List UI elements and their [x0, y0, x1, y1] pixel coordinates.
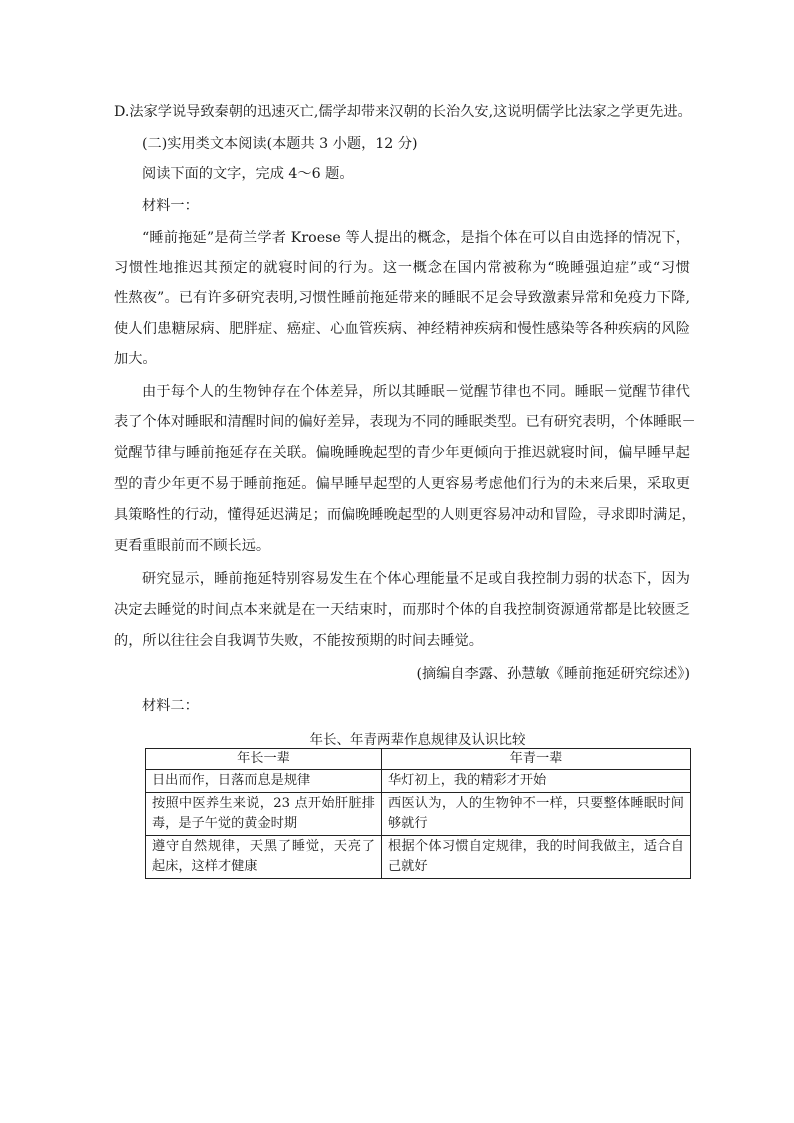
table-cell-young: 西医认为，人的生物钟不一样，只要整体睡眠时间够就行 — [382, 793, 691, 836]
table-cell-elder: 遵守自然规律，天黑了睡觉，天亮了起床，这样才健康 — [146, 836, 382, 879]
table-header-row — [146, 749, 691, 770]
p1-line-4: 使人们患糖尿病、肥胖症、癌症、心血管疾病、神经精神疾病和慢性感染等各种疾病的风险 — [114, 321, 690, 337]
p1-line-3: 性熬夜”。已有许多研究表明,习惯性睡前拖延带来的睡眠不足会导致激素异常和免疫力下降, — [114, 290, 690, 306]
p1-line-2: 习惯性地推迟其预定的就寝时间的行为。这一概念在国内常被称为“晚睡强迫症”或“习惯 — [114, 260, 690, 276]
p1-line-5: 加大。 — [114, 351, 157, 367]
material-2-label: 材料二： — [142, 698, 199, 714]
p3-line-1: 研究显示，睡前拖延特别容易发生在个体心理能量不足或自我控制力弱的状态下，因为 — [142, 571, 690, 587]
p2-line-1: 由于每个人的生物钟存在个体差异，所以其睡眠－觉醒节律也不同。睡眠－觉醒节律代 — [142, 384, 690, 400]
option-d-text: D.法家学说导致秦朝的迅速灭亡,儒学却带来汉朝的长治久安,这说明儒学比法家之学更先进。 — [114, 104, 692, 120]
p3-line-3: 的，所以往往会自我调节失败，不能按预期的时间去睡觉。 — [114, 633, 483, 649]
header-young: 年青一辈 — [382, 749, 691, 770]
p2-line-3: 觉醒节律与睡前拖延存在关联。偏晚睡晚起型的青少年更倾向于推迟就寝时间，偏早睡早起 — [114, 445, 690, 461]
table-cell-young: 华灯初上，我的精彩才开始 — [382, 770, 691, 793]
section-heading: (二)实用类文本阅读(本题共 3 小题，12 分) — [142, 136, 418, 152]
table-cell-elder: 日出而作，日落而息是规律 — [146, 770, 382, 793]
p2-line-2: 表了个体对睡眠和清醒时间的偏好差异，表现为不同的睡眠类型。已有研究表明，个体睡眠－ — [114, 414, 696, 430]
instruction-text: 阅读下面的文字，完成 4～6 题。 — [142, 166, 354, 182]
table-row — [146, 793, 691, 836]
table-caption: 年长、年青两辈作息规律及认识比较 — [309, 732, 526, 748]
p2-line-4: 型的青少年更不易于睡前拖延。偏早睡早起型的人更容易考虑他们行为的未来后果，采取更 — [114, 476, 690, 492]
table-row — [146, 836, 691, 879]
source-citation: (摘编自李露、孙慧敏《睡前拖延研究综述》) — [416, 666, 690, 682]
p3-line-2: 决定去睡觉的时间点本来就是在一天结束时，而那时个体的自我控制资源通常都是比较匮乏 — [114, 602, 690, 618]
table-row — [146, 770, 691, 793]
p2-line-5: 具策略性的行动，懂得延迟满足；而偏晚睡晚起型的人则更容易冲动和冒险，寻求即时满足， — [114, 507, 696, 523]
p2-line-6: 更看重眼前而不顾长远。 — [114, 538, 271, 554]
header-elder: 年长一辈 — [146, 749, 382, 770]
comparison-table — [145, 748, 691, 879]
table-cell-elder: 按照中医养生来说，23 点开始肝脏排毒，是子午觉的黄金时期 — [146, 793, 382, 836]
table-cell-young: 根据个体习惯自定规律，我的时间我做主，适合自己就好 — [382, 836, 691, 879]
p1-line-1: “睡前拖延”是荷兰学者 Kroese 等人提出的概念，是指个体在可以自由选择的情况下， — [142, 230, 690, 246]
material-1-label: 材料一： — [142, 198, 199, 214]
